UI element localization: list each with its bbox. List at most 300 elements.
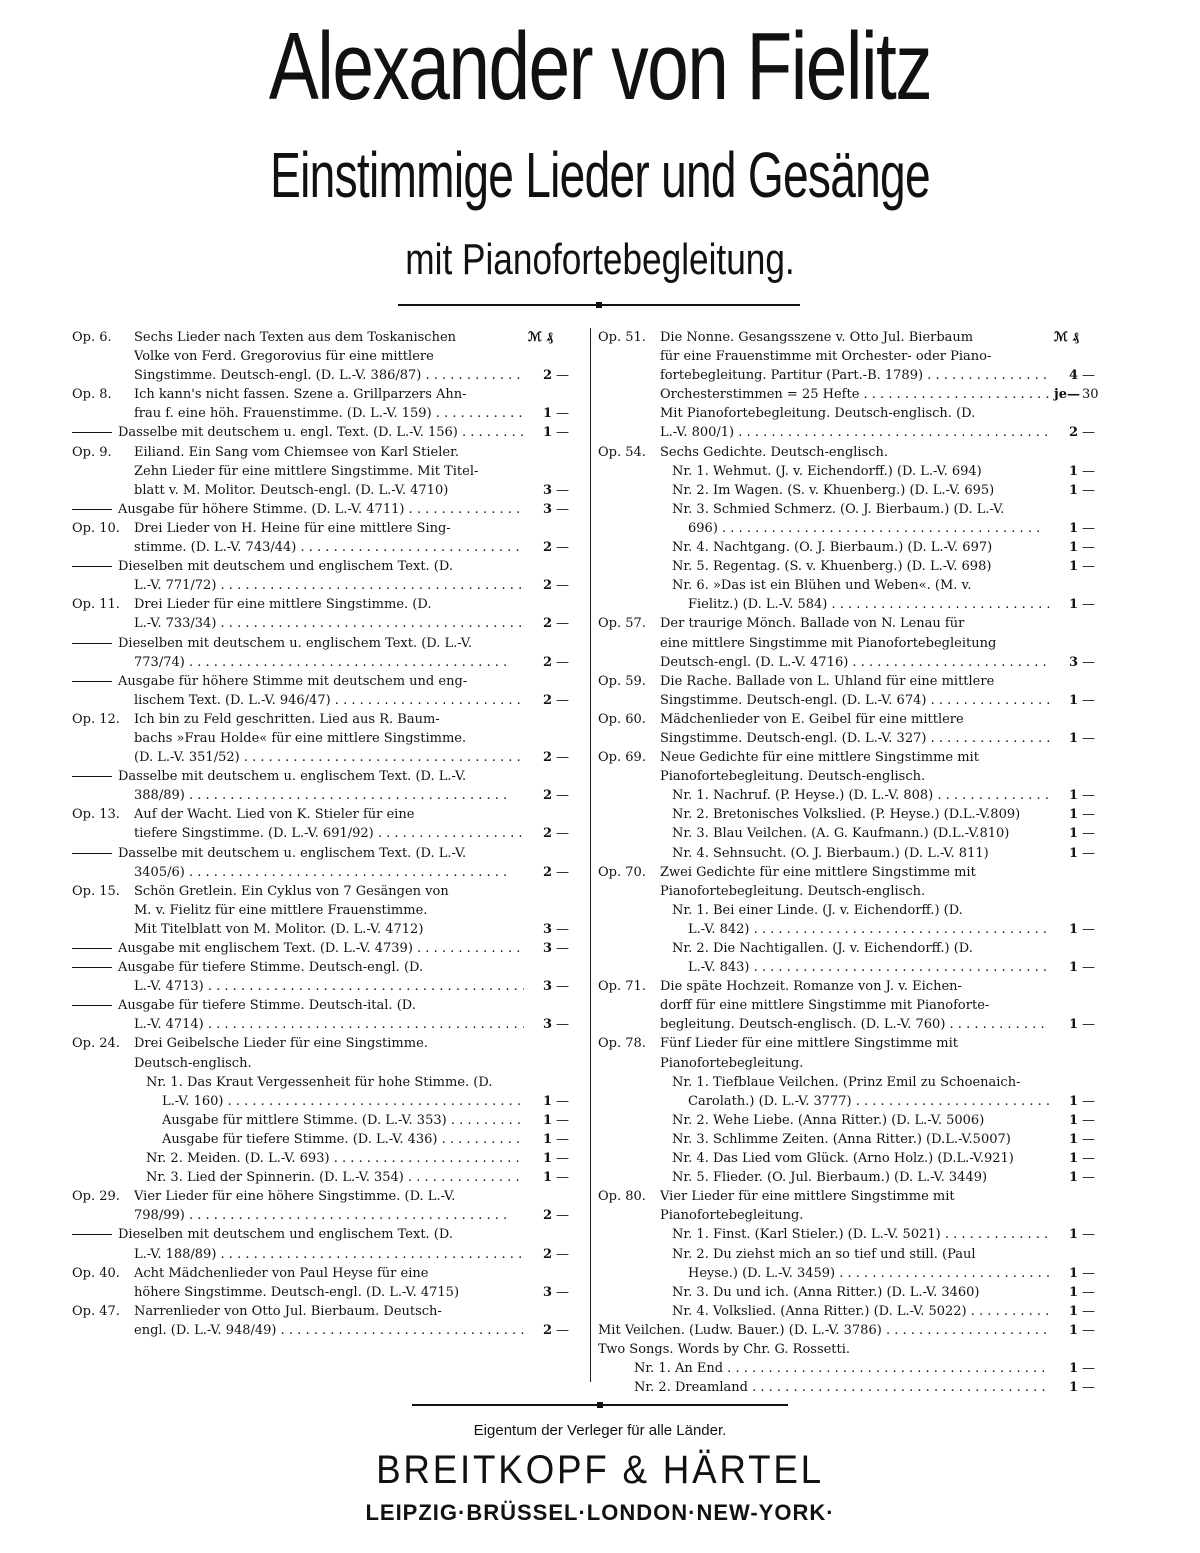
entry-text: [72, 595, 524, 614]
entry-title: Eiliand. Ein Sang vom Chiemsee von Karl Stieler.: [134, 444, 460, 460]
price-pfennig: —: [1082, 1322, 1095, 1338]
price-mark: 2: [542, 750, 552, 766]
catalog-entry-line: [72, 595, 584, 614]
entry-title: Nr. 4. Volkslied. (Anna Ritter.) (D. L.-V. 5022): [672, 1303, 967, 1319]
price-pfennig: —: [556, 979, 569, 995]
entry-text: [72, 1130, 524, 1149]
price-mark: 1: [1068, 1227, 1078, 1243]
catalog-entry-line: [598, 939, 1110, 958]
entry-title: Nr. 1. Wehmut. (J. v. Eichendorff.) (D. L.-V. 694): [672, 463, 982, 479]
entry-title: Nr. 5. Flieder. (O. Jul. Bierbaum.) (D. L.-V. 3449): [672, 1170, 988, 1186]
entry-text: [72, 672, 524, 691]
entry-text: [72, 519, 524, 538]
entry-text: [72, 328, 524, 347]
opus-number: Op. 10.: [72, 520, 120, 536]
catalog-entry-line: [598, 519, 1110, 538]
entry-title: Nr. 1. An End: [634, 1361, 724, 1377]
entry-text: [598, 691, 1050, 710]
price-mark: 3: [542, 979, 552, 995]
price-mark: 1: [1068, 520, 1078, 536]
entry-title: Vier Lieder für eine höhere Singstimme. (D. L.-V.: [134, 1189, 456, 1205]
entry-title: Nr. 2. Die Nachtigallen. (J. v. Eichendorff.) (D.: [672, 941, 973, 956]
footer-divider: [412, 1404, 788, 1406]
publisher-cities: LEIPZIG·BRÜSSEL·LONDON·NEW-YORK·: [365, 1500, 835, 1525]
entry-text: [72, 557, 524, 576]
entry-title: Zwei Gedichte für eine mittlere Singstimme mit: [660, 864, 976, 880]
catalog-entry-line: [598, 1378, 1110, 1397]
entry-title: Drei Lieder von H. Heine für eine mittlere Sing-: [134, 520, 451, 536]
price-pfennig: —: [556, 1017, 569, 1033]
price-mark: 1: [542, 406, 552, 422]
price-mark: 1: [1068, 1017, 1078, 1033]
entry-title: Fünf Lieder für eine mittlere Singstimme mit: [660, 1036, 958, 1052]
catalog-entry-line: [598, 653, 1110, 672]
entry-text: [598, 1321, 1050, 1340]
entry-text: [598, 1206, 1050, 1225]
price-pfennig: —: [556, 406, 569, 422]
collection-title: Einstimmige Lieder und Gesänge: [270, 139, 930, 211]
entry-text: [598, 443, 1050, 462]
entry-title: Nr. 3. Schlimme Zeiten. (Anna Ritter.) (D.L.-V.5007): [672, 1131, 1011, 1147]
catalog-entry-line: [598, 634, 1110, 653]
catalog-entry-line: [598, 500, 1110, 519]
entry-title: Mit Veilchen. (Ludw. Bauer.) (D. L.-V. 3786): [598, 1322, 882, 1338]
entry-text: [598, 824, 1050, 843]
catalog-entry-line: [598, 404, 1110, 423]
opus-number: Op. 80.: [598, 1189, 646, 1205]
entry-title: Carolath.) (D. L.-V. 3777): [688, 1093, 852, 1109]
price-pfennig: —: [1082, 1170, 1095, 1186]
price-pfennig: —: [1082, 1151, 1095, 1167]
entry-text: [598, 500, 1050, 519]
entry-text: [72, 748, 524, 767]
entry-text: [72, 920, 524, 939]
entry-title: Singstimme. Deutsch-engl. (D. L.-V. 327): [660, 730, 927, 746]
entry-text: [598, 1225, 1050, 1244]
ditto-dash: [72, 509, 112, 510]
ditto-dash: [72, 643, 112, 644]
catalog-entry-line: [72, 576, 584, 595]
entry-text: [72, 1168, 524, 1187]
entry-title: L.-V. 4713): [134, 979, 204, 995]
entry-text: [598, 767, 1050, 786]
ditto-dash: [72, 681, 112, 682]
catalog-entry-line: [598, 844, 1110, 863]
entry-text: [72, 805, 524, 824]
entry-text: [72, 1015, 524, 1034]
entry-title: Fielitz.) (D. L.-V. 584): [688, 597, 828, 613]
entry-title: Nr. 6. »Das ist ein Blühen und Weben«. (M. v.: [672, 578, 972, 594]
catalog-entry-line: [72, 901, 584, 920]
entry-text: [598, 1149, 1050, 1168]
entry-text: [72, 1321, 524, 1340]
catalog-entry-line: [72, 481, 584, 500]
entry-text: [598, 920, 1050, 939]
entry-text: [598, 576, 1050, 595]
opus-number: Op. 70.: [598, 864, 646, 880]
price-mark: 2: [542, 368, 552, 384]
catalog-entry-line: [598, 824, 1110, 843]
price-pfennig: —: [556, 750, 569, 766]
opus-number: Op. 54.: [598, 444, 646, 460]
entry-title: Deutsch-englisch.: [134, 1055, 252, 1071]
entry-title: L.-V. 800/1): [660, 425, 735, 441]
opus-number: Op. 71.: [598, 979, 646, 995]
opus-number: Op. 8.: [72, 387, 112, 403]
opus-number: Op. 24.: [72, 1036, 120, 1052]
column-separator: [590, 328, 591, 1382]
entry-title: L.-V. 771/72): [134, 578, 217, 594]
entry-text: [598, 634, 1050, 653]
entry-title: Neue Gedichte für eine mittlere Singstimme mit: [660, 750, 979, 766]
catalog-entry-line: [598, 1015, 1110, 1034]
catalog-entry-line: [598, 1054, 1110, 1073]
entry-text: [72, 1073, 524, 1092]
entry-title: L.-V. 4714): [134, 1017, 204, 1033]
entry-title: Die Rache. Ballade von L. Uhland für eine mittlere: [660, 673, 995, 689]
entry-title: Pianofortebegleitung.: [660, 1208, 804, 1224]
catalog-entry-line: [598, 1187, 1110, 1206]
entry-text: [72, 500, 524, 519]
catalog-entry-line: [72, 1034, 584, 1053]
price-mark: 2: [542, 616, 552, 632]
price-mark: 3: [1068, 654, 1078, 670]
catalog-entry-line: [72, 882, 584, 901]
price-pfennig: —: [1082, 1380, 1095, 1396]
entry-text: [598, 1340, 1050, 1359]
catalog-entry-line: [72, 1130, 584, 1149]
price-mark: 3: [542, 482, 552, 498]
price-mark: 1: [542, 1151, 552, 1167]
catalog-entry-line: [72, 462, 584, 481]
catalog-entry-line: [72, 748, 584, 767]
entry-title: Ausgabe mit englischem Text. (D. L.-V. 4739): [118, 941, 413, 956]
catalog-entry-line: [72, 1264, 584, 1283]
price-mark: 1: [1068, 482, 1078, 498]
catalog-entry-line: [72, 404, 584, 423]
price-pfennig: —: [1082, 368, 1095, 384]
catalog-entry-line: [598, 1245, 1110, 1264]
price-pfennig: —: [556, 864, 569, 880]
catalog-entry-line: [598, 1321, 1110, 1340]
opus-number: Op. 11.: [72, 597, 120, 613]
catalog-entry-line: [72, 1321, 584, 1340]
header-divider: [398, 304, 800, 306]
entry-text: [598, 328, 1050, 347]
price-mark: 1: [542, 1093, 552, 1109]
entry-text: [598, 519, 1050, 538]
price-pfennig: —: [556, 1208, 569, 1224]
price-mark: je—: [1054, 387, 1080, 403]
price-pfennig: —: [1082, 692, 1095, 708]
price-mark: 3: [542, 921, 552, 937]
entry-text: [72, 977, 524, 996]
entry-text: [598, 786, 1050, 805]
entry-text: [598, 1054, 1050, 1073]
entry-title: Pianofortebegleitung. Deutsch-englisch.: [660, 769, 926, 785]
catalog-entry-line: [72, 939, 584, 958]
price-mark: 2: [542, 826, 552, 842]
composer-name: Alexander von Fielitz: [268, 13, 932, 120]
entry-title: Ausgabe für höhere Stimme. (D. L.-V. 4711): [118, 501, 405, 517]
entry-text: [598, 1092, 1050, 1111]
catalog-entry-line: [72, 653, 584, 672]
price-mark: 1: [1068, 826, 1078, 842]
entry-text: [598, 729, 1050, 748]
entry-text: [72, 385, 524, 404]
entry-text: [598, 710, 1050, 729]
entry-title: stimme. (D. L.-V. 743/44): [134, 540, 297, 556]
entry-text: [72, 1283, 524, 1302]
price-pfennig: —: [1082, 730, 1095, 746]
catalog-entry-line: [72, 1149, 584, 1168]
entry-text: [72, 366, 524, 385]
entry-title: Mit Titelblatt von M. Molitor. (D. L.-V. 4712): [134, 921, 424, 937]
catalog-entry-line: [598, 767, 1110, 786]
price-mark: ℳ ₰: [1054, 330, 1079, 345]
price-pfennig: —: [1082, 425, 1095, 441]
entry-title: L.-V. 842): [688, 921, 750, 937]
entry-text: [598, 672, 1050, 691]
entry-text: [598, 1111, 1050, 1130]
entry-title: Nr. 3. Blau Veilchen. (A. G. Kaufmann.) (D.L.-V.810): [672, 826, 1010, 842]
entry-text: [598, 805, 1050, 824]
opus-number: Op. 51.: [598, 330, 646, 345]
price-pfennig: —: [556, 1284, 569, 1300]
catalog-entry-line: [72, 1015, 584, 1034]
price-pfennig: —: [1082, 1131, 1095, 1147]
entry-text: [72, 1149, 524, 1168]
opus-number: Op. 69.: [598, 750, 646, 766]
ditto-dash: [72, 566, 112, 567]
entry-text: [72, 691, 524, 710]
ditto-dash: [72, 853, 112, 854]
opus-number: Op. 13.: [72, 807, 120, 823]
entry-text: [598, 1187, 1050, 1206]
entry-title: Nr. 2. Dreamland: [634, 1380, 748, 1396]
entry-title: Dasselbe mit deutschem u. engl. Text. (D. L.-V. 156): [118, 425, 458, 441]
price-pfennig: —: [556, 1151, 569, 1167]
entry-text: [72, 1092, 524, 1111]
entry-title: 773/74): [134, 654, 185, 670]
entry-title: Nr. 3. Du und ich. (Anna Ritter.) (D. L.-V. 3460): [672, 1284, 980, 1300]
entry-title: Nr. 1. Nachruf. (P. Heyse.) (D. L.-V. 808): [672, 788, 934, 804]
opus-number: Op. 29.: [72, 1189, 120, 1205]
entry-text: [72, 423, 524, 442]
price-mark: 2: [542, 578, 552, 594]
entry-title: Narrenlieder von Otto Jul. Bierbaum. Deutsch-: [134, 1303, 442, 1319]
catalog-entry-line: [598, 1111, 1110, 1130]
entry-title: Schön Gretlein. Ein Cyklus von 7 Gesängen von: [134, 883, 449, 899]
entry-title: Der traurige Mönch. Ballade von N. Lenau für: [660, 616, 965, 632]
entry-title: Acht Mädchenlieder von Paul Heyse für eine: [134, 1265, 429, 1281]
entry-text: [598, 1034, 1050, 1053]
price-pfennig: —: [556, 540, 569, 556]
catalog-left-column: [72, 328, 584, 1340]
entry-text: [598, 844, 1050, 863]
entry-title: Drei Lieder für eine mittlere Singstimme. (D.: [134, 597, 432, 613]
price-pfennig: —: [556, 1322, 569, 1338]
entry-title: Sechs Gedichte. Deutsch-englisch.: [660, 444, 889, 460]
opus-number: Op. 9.: [72, 444, 112, 460]
price-mark: 3: [542, 1017, 552, 1033]
entry-text: [598, 347, 1050, 366]
catalog-entry-line: [598, 748, 1110, 767]
catalog-entry-line: [72, 328, 584, 347]
price-mark: 3: [542, 501, 552, 517]
catalog-entry-line: [72, 1206, 584, 1225]
price-pfennig: —: [1082, 654, 1095, 670]
entry-text: [598, 366, 1050, 385]
price-mark: 1: [1068, 788, 1078, 804]
price-pfennig: —: [556, 1112, 569, 1128]
price-mark: ℳ ₰: [528, 330, 553, 345]
entry-title: Drei Geibelsche Lieder für eine Singstimme.: [134, 1036, 428, 1052]
entry-text: [72, 710, 524, 729]
entry-text: [598, 595, 1050, 614]
price-mark: 1: [1068, 921, 1078, 937]
opus-number: Op. 78.: [598, 1036, 646, 1052]
entry-title: Ich kann's nicht fassen. Szene a. Grillparzers Ahn-: [134, 387, 467, 403]
price-mark: 2: [542, 654, 552, 670]
entry-title: Nr. 1. Tiefblaue Veilchen. (Prinz Emil zu Schoenaich-: [672, 1074, 1021, 1090]
publisher-name: BREITKOPF & HÄRTEL: [376, 1448, 824, 1492]
catalog-entry-line: [72, 1187, 584, 1206]
price-pfennig: —: [1082, 1227, 1095, 1243]
entry-title: Nr. 4. Nachtgang. (O. J. Bierbaum.) (D. L.-V. 697): [672, 540, 993, 556]
entry-text: [72, 996, 524, 1015]
entry-title: Nr. 3. Lied der Spinnerin. (D. L.-V. 354): [146, 1170, 404, 1186]
price-mark: 2: [542, 788, 552, 804]
entry-title: bachs »Frau Holde« für eine mittlere Singstimme.: [134, 730, 467, 746]
entry-title: Deutsch-engl. (D. L.-V. 4716): [660, 654, 849, 670]
price-pfennig: —: [1082, 921, 1095, 937]
price-mark: 1: [1068, 692, 1078, 708]
price-mark: 1: [542, 1170, 552, 1186]
entry-text: [72, 882, 524, 901]
catalog-entry-line: [598, 1225, 1110, 1244]
price-mark: 2: [542, 864, 552, 880]
entry-text: [72, 863, 524, 882]
entry-text: [72, 576, 524, 595]
price-pfennig: —: [556, 1170, 569, 1186]
entry-title: Dieselben mit deutschem und englischem Text. (D.: [118, 559, 453, 575]
catalog-entry-line: [598, 920, 1110, 939]
entry-text: [72, 844, 524, 863]
entry-text: [72, 1187, 524, 1206]
entry-text: [598, 1264, 1050, 1283]
catalog-entry-line: [72, 519, 584, 538]
entry-title: Singstimme. Deutsch-engl. (D. L.-V. 386/87): [134, 368, 422, 384]
entry-text: [598, 748, 1050, 767]
entry-text: [72, 653, 524, 672]
entry-text: [72, 1111, 524, 1130]
entry-text: [598, 538, 1050, 557]
opus-number: Op. 59.: [598, 673, 646, 689]
entry-text: [598, 1359, 1050, 1378]
entry-text: [598, 901, 1050, 920]
price-pfennig: —: [1082, 520, 1095, 536]
ditto-dash: [72, 432, 112, 433]
catalog-entry-line: [598, 462, 1110, 481]
entry-title: 798/99): [134, 1208, 185, 1224]
entry-title: frau f. eine höh. Frauenstimme. (D. L.-V. 159): [134, 406, 432, 422]
catalog-entry-line: [598, 977, 1110, 996]
entry-title: Die Nonne. Gesangsszene v. Otto Jul. Bierbaum: [660, 330, 974, 345]
catalog-entry-line: [598, 1283, 1110, 1302]
entry-text: [72, 1264, 524, 1283]
entry-text: [598, 1283, 1050, 1302]
entry-title: Pianofortebegleitung.: [660, 1055, 804, 1071]
entry-title: Nr. 2. Wehe Liebe. (Anna Ritter.) (D. L.-V. 5006): [672, 1112, 985, 1128]
entry-title: Ausgabe für mittlere Stimme. (D. L.-V. 353): [162, 1112, 447, 1128]
entry-title: Nr. 5. Regentag. (S. v. Khuenberg.) (D. L.-V. 698): [672, 559, 992, 575]
price-mark: 1: [1068, 960, 1078, 976]
price-pfennig: —: [1082, 1284, 1095, 1300]
catalog-entry-line: [598, 1359, 1110, 1378]
catalog-entry-line: [72, 500, 584, 519]
price-mark: 2: [542, 1322, 552, 1338]
catalog-entry-line: [598, 557, 1110, 576]
entry-text: [598, 1073, 1050, 1092]
price-pfennig: —: [1082, 807, 1095, 823]
entry-text: [598, 1378, 1050, 1397]
price-mark: 1: [1068, 1380, 1078, 1396]
price-pfennig: —: [1082, 540, 1095, 556]
entry-text: [72, 729, 524, 748]
price-mark: 1: [1068, 1361, 1078, 1377]
entry-title: Nr. 2. Du ziehst mich an so tief und still. (Paul: [672, 1246, 976, 1262]
catalog-entry-line: [72, 557, 584, 576]
price-pfennig: —: [556, 1131, 569, 1147]
price-mark: 2: [542, 1246, 552, 1262]
catalog-entry-line: [598, 1168, 1110, 1187]
entry-text: [598, 1130, 1050, 1149]
ditto-dash: [72, 1005, 112, 1006]
entry-text: [72, 404, 524, 423]
catalog-entry-line: [598, 443, 1110, 462]
entry-title: Auf der Wacht. Lied von K. Stieler für eine: [134, 807, 415, 823]
catalog-entry-line: [72, 1073, 584, 1092]
catalog-entry-line: [72, 920, 584, 939]
price-mark: 3: [542, 1284, 552, 1300]
catalog-entry-line: [72, 691, 584, 710]
ditto-dash: [72, 776, 112, 777]
entry-text: [598, 977, 1050, 996]
entry-title: Sechs Lieder nach Texten aus dem Toskanischen: [134, 330, 457, 345]
entry-title: Orchesterstimmen = 25 Hefte: [660, 387, 860, 403]
entry-title: Nr. 2. Bretonisches Volkslied. (P. Heyse.) (D.L.-V.809): [672, 807, 1021, 823]
entry-text: [72, 614, 524, 633]
entry-text: [598, 958, 1050, 977]
catalog-entry-line: [72, 366, 584, 385]
price-pfennig: 30: [1082, 387, 1099, 403]
catalog-entry-line: [598, 996, 1110, 1015]
entry-text: [72, 481, 524, 500]
price-pfennig: —: [556, 616, 569, 632]
entry-text: [598, 939, 1050, 958]
price-mark: 2: [542, 540, 552, 556]
price-pfennig: —: [1082, 482, 1095, 498]
entry-text: [72, 1054, 524, 1073]
catalog-entry-line: [72, 824, 584, 843]
entry-title: L.-V. 160): [162, 1093, 224, 1109]
entry-text: [598, 1015, 1050, 1034]
entry-text: [72, 1302, 524, 1321]
price-pfennig: —: [556, 1246, 569, 1262]
price-pfennig: —: [556, 501, 569, 517]
price-mark: 1: [542, 1112, 552, 1128]
